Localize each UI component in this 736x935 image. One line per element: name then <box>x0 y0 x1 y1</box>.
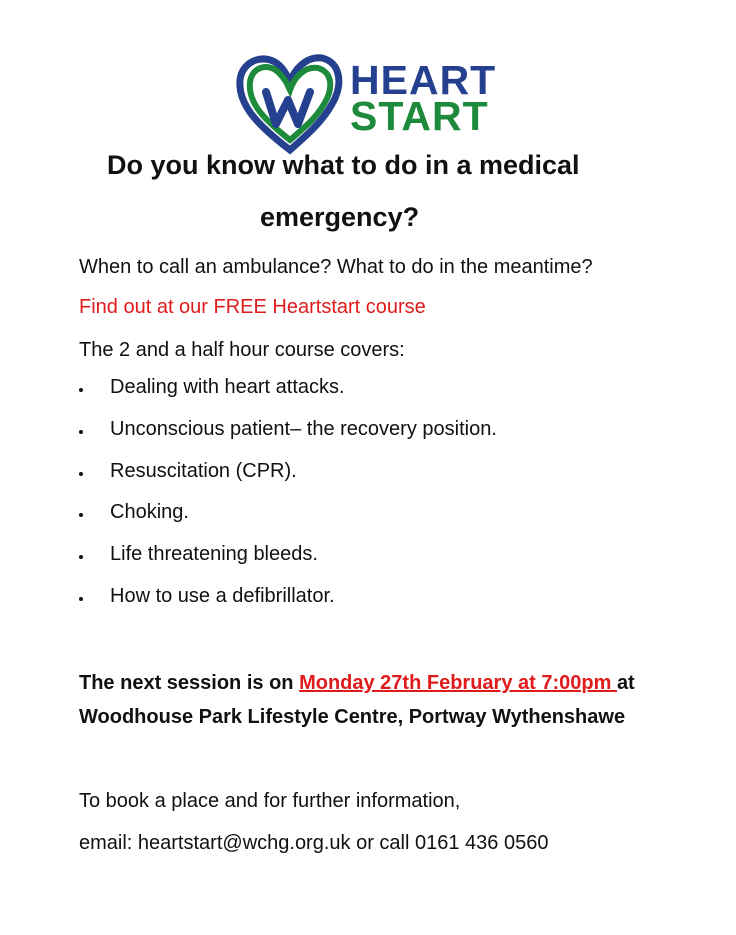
covers-intro-text: The 2 and a half hour course covers: <box>79 339 405 361</box>
heartstart-logo <box>236 52 497 157</box>
bullet-icon <box>79 597 83 601</box>
intro-text: When to call an ambulance? What to do in the meantime? <box>79 256 593 278</box>
headline-line-1: Do you know what to do in a medical <box>107 150 580 180</box>
bullet-icon <box>79 388 83 392</box>
bullet-icon <box>79 555 83 559</box>
session-line <box>79 672 635 695</box>
logo-text-heart: HEART <box>350 57 497 103</box>
course-topics-list <box>79 376 497 627</box>
list-item <box>79 418 497 460</box>
list-item-text: Dealing with heart attacks. <box>110 376 345 398</box>
bullet-icon <box>79 472 83 476</box>
list-item-text: Unconscious patient– the recovery position. <box>110 417 497 440</box>
contact-line-1: To book a place and for further information, <box>79 790 461 812</box>
contact-line-2: email: heartstart@wchg.org.uk or call 0161 436 0560 <box>79 832 549 854</box>
headline-line-2: emergency? <box>260 202 420 232</box>
session-venue: Woodhouse Park Lifestyle Centre, Portway Wythenshawe <box>79 706 626 728</box>
promo-text: Find out at our FREE Heartstart course <box>79 296 426 318</box>
bullet-icon <box>79 430 83 434</box>
list-item-text: Choking. <box>110 501 189 524</box>
list-item-text: How to use a defibrillator. <box>110 584 335 607</box>
bullet-icon <box>79 513 83 517</box>
heart-logo-icon <box>236 52 344 157</box>
list-item <box>79 501 497 543</box>
list-item <box>79 460 497 502</box>
list-item <box>79 543 497 585</box>
session-prefix: The next session is on <box>79 672 300 694</box>
session-suffix: at <box>616 672 635 694</box>
session-date: Monday 27th February at 7:00pm <box>299 672 617 694</box>
list-item-text: Life threatening bleeds. <box>110 543 318 566</box>
logo-text-start: START <box>350 93 489 139</box>
list-item <box>79 376 497 418</box>
list-item <box>79 585 497 627</box>
list-item-text: Resuscitation (CPR). <box>110 459 297 482</box>
